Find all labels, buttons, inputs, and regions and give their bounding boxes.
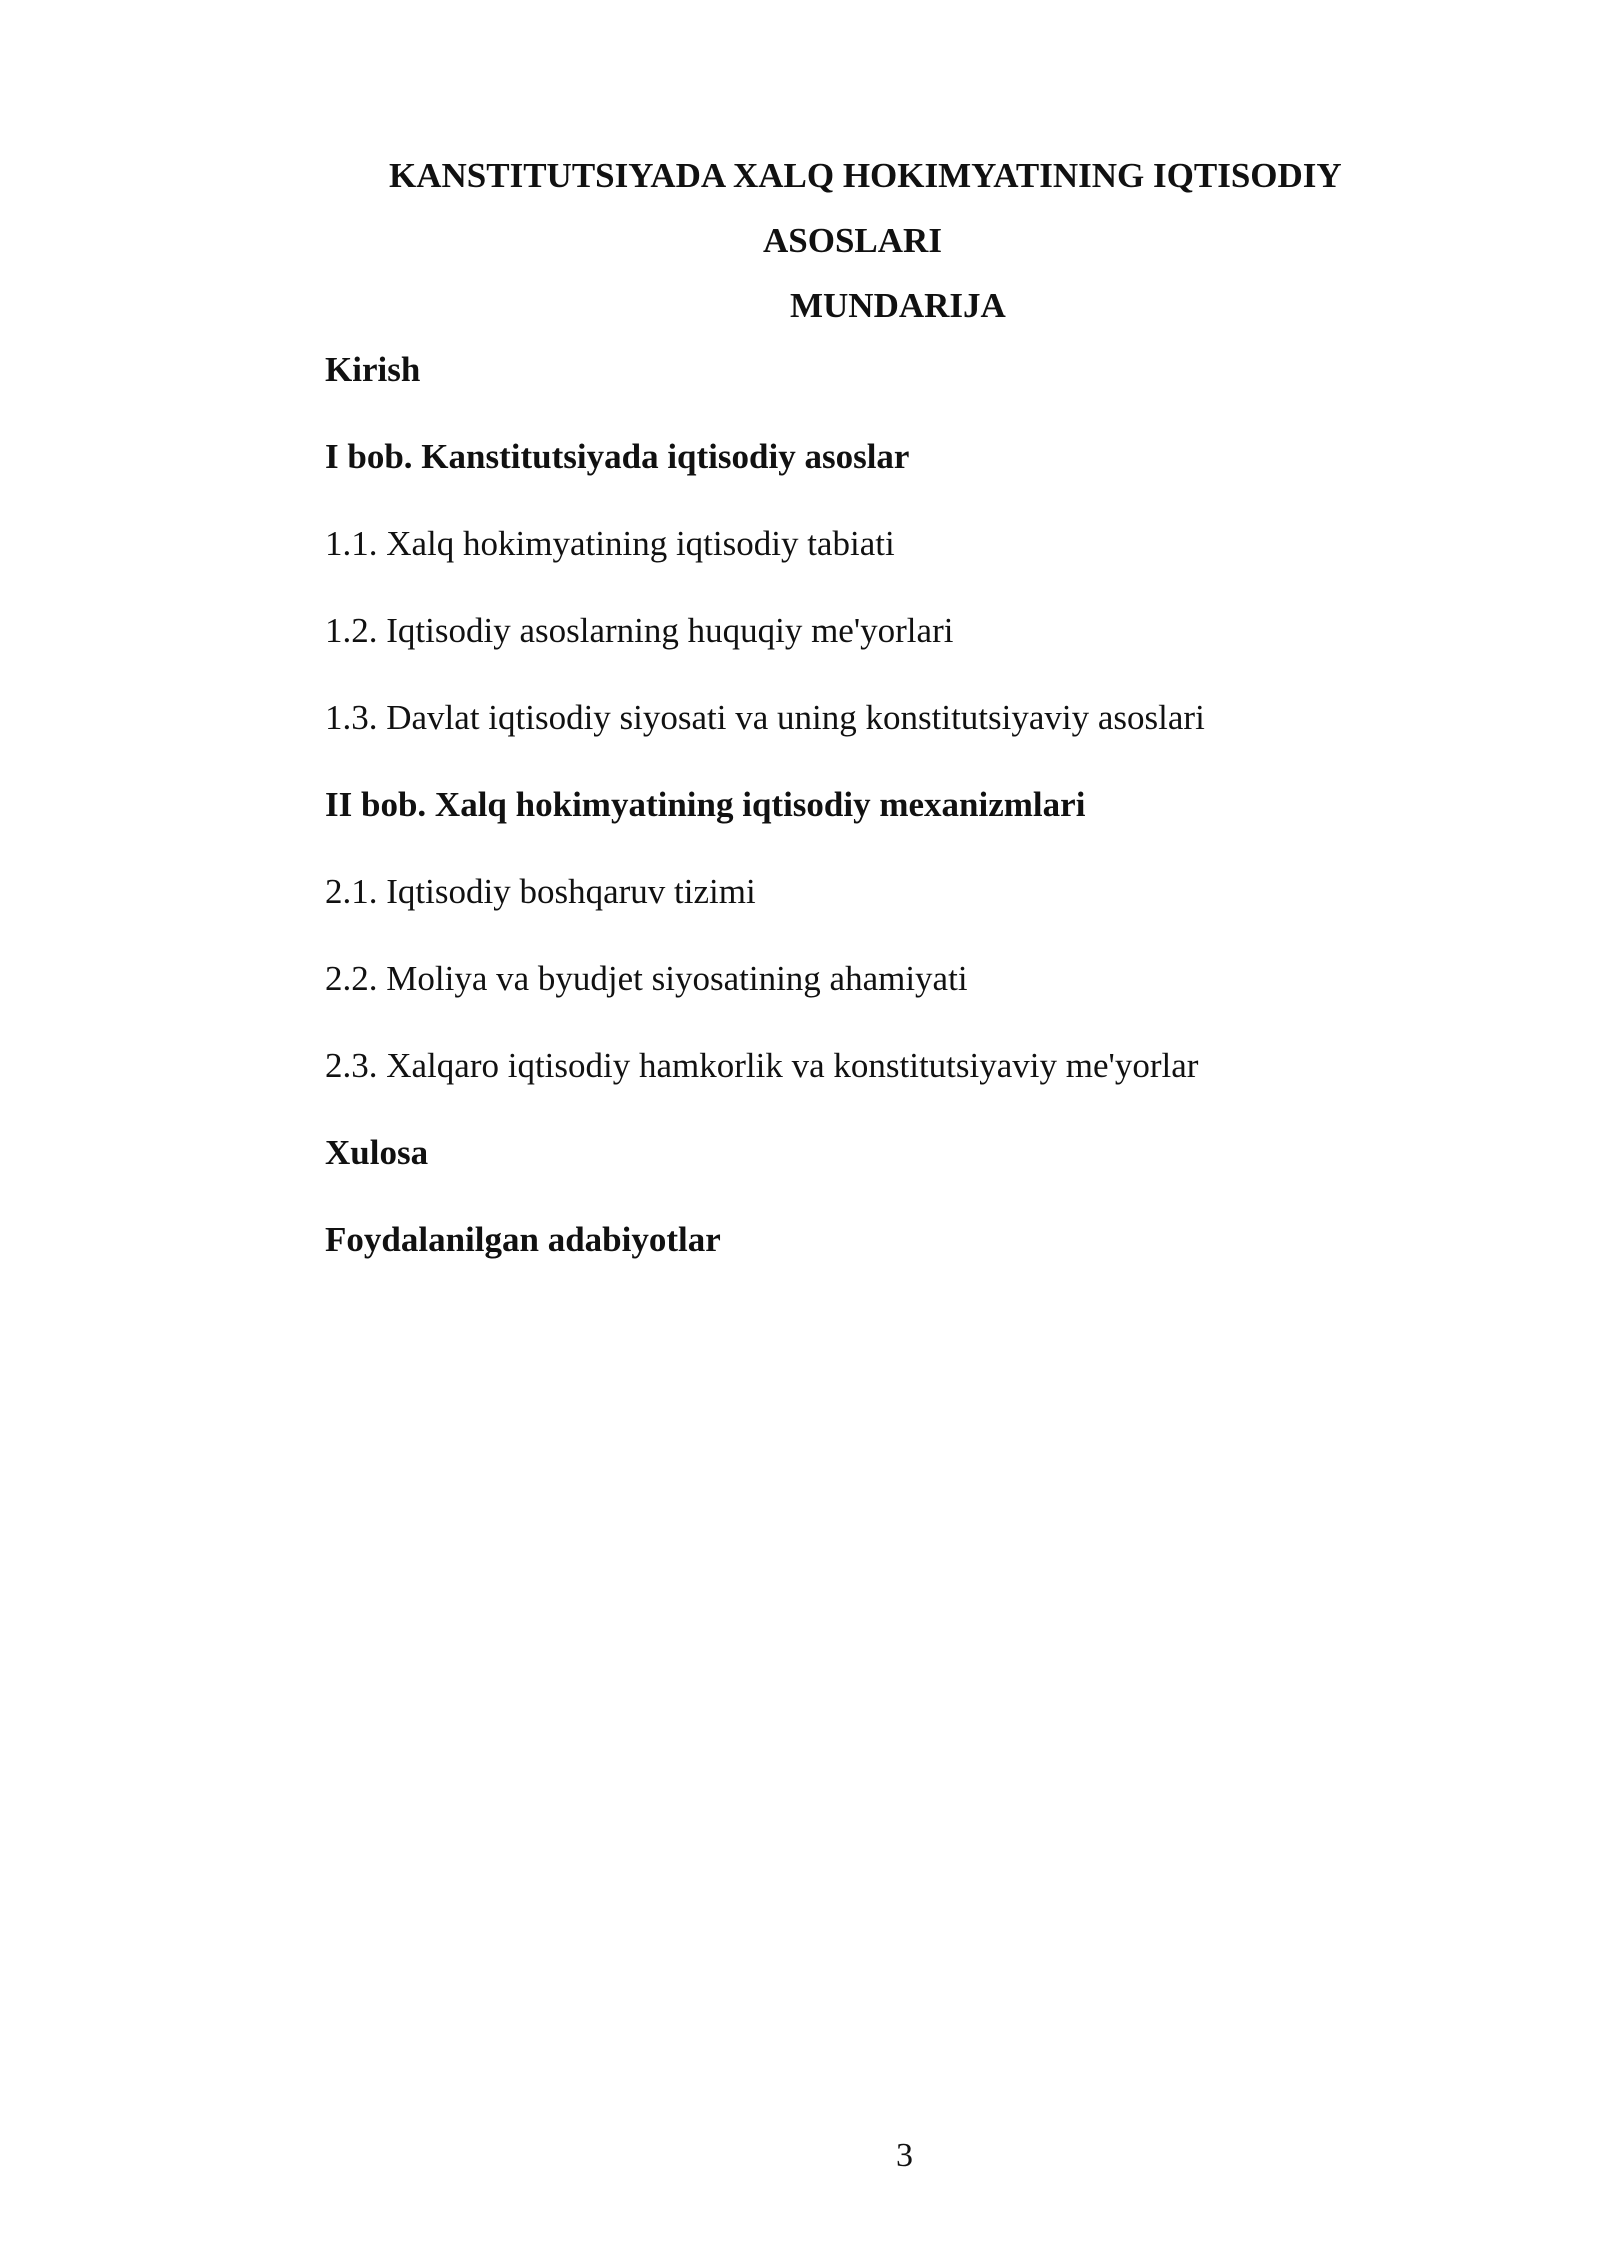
- document-title-line-2: ASOSLARI: [763, 221, 942, 260]
- toc-item-references: Foydalanilgan adabiyotlar: [325, 1220, 721, 1259]
- toc-item-section-1-1: 1.1. Xalq hokimyatining iqtisodiy tabiati: [325, 524, 895, 563]
- toc-item-xulosa: Xulosa: [325, 1133, 429, 1172]
- toc-item-kirish: Kirish: [325, 350, 421, 389]
- toc-item-section-2-3: 2.3. Xalqaro iqtisodiy hamkorlik va konstitutsiyaviy me'yorlar: [325, 1046, 1199, 1085]
- toc-heading: MUNDARIJA: [790, 286, 1006, 325]
- toc-item-section-2-2: 2.2. Moliya va byudjet siyosatining ahamiyati: [325, 959, 968, 998]
- page-number: 3: [896, 2137, 913, 2174]
- toc-item-chapter-1: I bob. Kanstitutsiyada iqtisodiy asoslar: [325, 437, 910, 476]
- toc-item-section-2-1: 2.1. Iqtisodiy boshqaruv tizimi: [325, 872, 756, 911]
- document-title-line-1: KANSTITUTSIYADA XALQ HOKIMYATINING IQTISODIY: [389, 156, 1342, 195]
- toc-item-chapter-2: II bob. Xalq hokimyatining iqtisodiy mexanizmlari: [325, 785, 1086, 824]
- toc-item-section-1-3: 1.3. Davlat iqtisodiy siyosati va uning konstitutsiyaviy asoslari: [325, 698, 1205, 737]
- toc-item-section-1-2: 1.2. Iqtisodiy asoslarning huquqiy me'yorlari: [325, 611, 954, 650]
